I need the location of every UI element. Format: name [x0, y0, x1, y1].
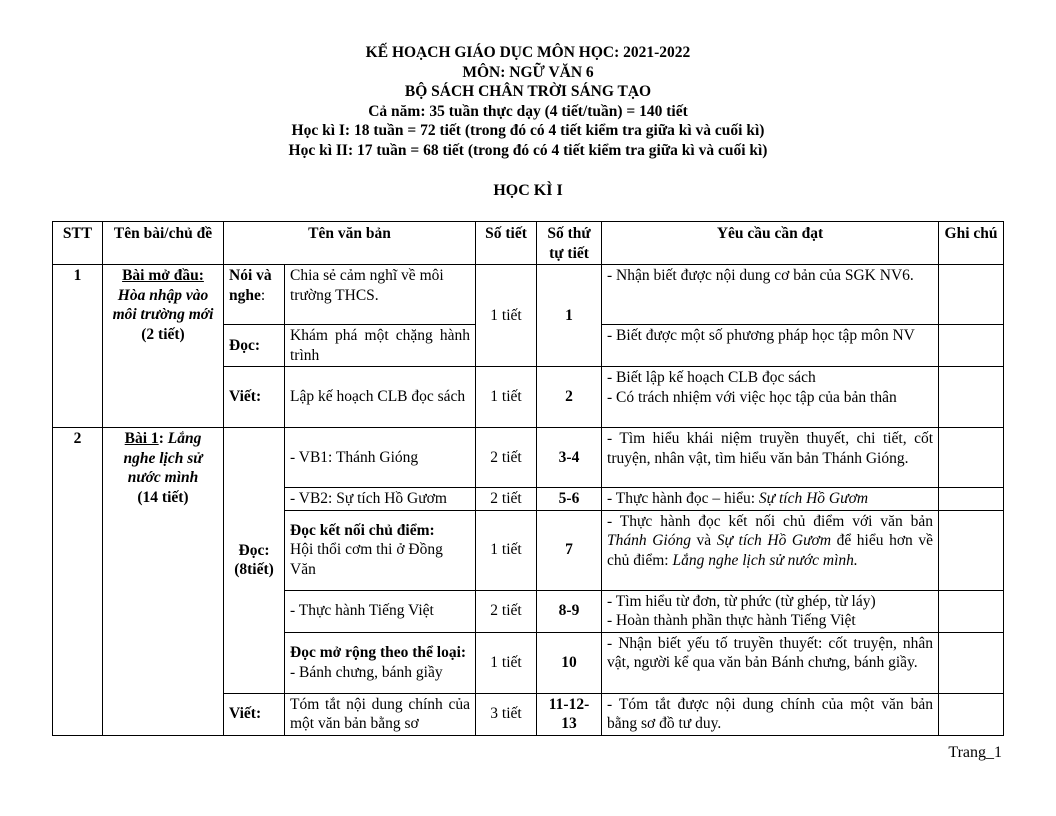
requirement-line: - Hoàn thành phần thực hành Tiếng Việt [607, 612, 856, 629]
lesson-plan-table [52, 221, 1004, 736]
text-title: Chia sẻ cảm nghĩ về môi trường THCS. [285, 265, 476, 325]
note-cell [939, 428, 1004, 488]
note-cell [939, 265, 1004, 325]
requirement: - Tìm hiểu khái niệm truyền thuyết, chi tiết, cốt truyện, nhân vật, tìm hiểu văn bản Thánh Gióng. [602, 428, 939, 488]
period-order: 10 [537, 632, 602, 693]
header-semester-1-summary: Học kì I: 18 tuần = 72 tiết (trong đó có 4 tiết kiểm tra giữa kì và cuối kì) [291, 122, 765, 139]
text-title: Lập kế hoạch CLB đọc sách [285, 367, 476, 428]
text-title: Tóm tắt nội dung chính của một văn bản bằng sơ [285, 693, 476, 735]
text-title: Khám phá một chặng hành trình [285, 325, 476, 367]
text-title-name: Hội thổi cơm thi ở Đồng Văn [290, 541, 443, 578]
note-cell [939, 510, 1004, 590]
period-count: 1 tiết [476, 265, 537, 367]
lesson-title [103, 265, 224, 428]
requirement-text: - Thực hành đọc – hiểu: [607, 490, 759, 507]
skill-label: Đọc: [224, 325, 285, 367]
lesson-number: 2 [53, 428, 103, 736]
period-order: 8-9 [537, 590, 602, 632]
note-cell [939, 693, 1004, 735]
period-count: 2 tiết [476, 590, 537, 632]
period-order: 11-12-13 [537, 693, 602, 735]
period-count: 1 tiết [476, 632, 537, 693]
col-header-requirements: Yêu cầu cần đạt [602, 222, 939, 265]
skill-label-colon: : [260, 286, 266, 304]
text-title [285, 632, 476, 693]
period-count: 2 tiết [476, 428, 537, 488]
lesson-title-name: Hòa nhập vào môi trường mới [112, 286, 214, 323]
skill-label: Viết: [224, 693, 285, 735]
requirement: - Biết được một số phương pháp học tập môn NV [602, 325, 939, 367]
lesson-title [103, 428, 224, 736]
requirement-line: - Có trách nhiệm với việc học tập của bản thân [607, 388, 897, 406]
lesson-period-count: (2 tiết) [141, 325, 185, 343]
requirement-text: để hiểu hơn về chủ điểm: [607, 532, 933, 569]
requirement-emphasis: Sự tích Hồ Gươm [716, 532, 832, 549]
col-header-topic: Tên bài/chủ đề [103, 222, 224, 265]
lesson-title-label: Bài 1 [124, 430, 159, 447]
skill-label-text: Nói và nghe [229, 267, 272, 304]
requirement-line: - Biết lập kế hoạch CLB đọc sách [607, 369, 816, 386]
requirement-text: và [690, 532, 717, 549]
requirement: - Nhận biết được nội dung cơ bản của SGK NV6. [602, 265, 939, 325]
lesson-title-colon: : [158, 430, 168, 447]
text-title: - VB1: Thánh Gióng [285, 428, 476, 488]
header-subject: MÔN: NGỮ VĂN 6 [462, 63, 594, 81]
note-cell [939, 488, 1004, 511]
text-title [285, 510, 476, 590]
note-cell [939, 325, 1004, 367]
table-header-row [53, 222, 1004, 265]
text-title-name: - Bánh chưng, bánh giầy [290, 663, 443, 681]
skill-period-count: (8tiết) [234, 561, 274, 579]
header-book-series: BỘ SÁCH CHÂN TRỜI SÁNG TẠO [404, 83, 652, 100]
text-title: - VB2: Sự tích Hồ Gươm [285, 488, 476, 511]
period-order: 5-6 [537, 488, 602, 511]
text-title-heading: Đọc mở rộng theo thể loại: [290, 644, 467, 661]
header-plan-title: KẾ HOẠCH GIÁO DỤC MÔN HỌC: 2021-2022 [365, 44, 691, 61]
period-order: 7 [537, 510, 602, 590]
table-row [53, 428, 1004, 488]
note-cell [939, 590, 1004, 632]
requirement-emphasis: Sự tích Hồ Gươm [758, 490, 869, 507]
period-count: 1 tiết [476, 367, 537, 428]
col-header-order: Số thứ tự tiết [537, 222, 602, 265]
requirement [602, 367, 939, 428]
col-header-periods: Số tiết [476, 222, 537, 265]
page-number: Trang_1 [948, 744, 1002, 761]
requirement [602, 488, 939, 511]
period-count: 3 tiết [476, 693, 537, 735]
period-order: 1 [537, 265, 602, 367]
requirement: - Nhận biết yếu tố truyền thuyết: cốt truyện, nhân vật, người kể qua văn bản Bánh chưng, bánh giầy. [602, 632, 939, 693]
note-cell [939, 367, 1004, 428]
requirement: - Tóm tắt được nội dung chính của một văn bản bằng sơ đồ tư duy. [602, 693, 939, 735]
document-header [0, 43, 1056, 160]
text-title-heading: Đọc kết nối chủ điểm: [290, 521, 435, 539]
lesson-period-count: (14 tiết) [137, 488, 189, 506]
skill-label [224, 265, 285, 325]
period-count: 2 tiết [476, 488, 537, 511]
col-header-text: Tên văn bản [224, 222, 476, 265]
header-year-summary: Cả năm: 35 tuần thực dạy (4 tiết/tuần) = 140 tiết [368, 102, 688, 120]
note-cell [939, 632, 1004, 693]
skill-label: Viết: [224, 367, 285, 428]
table-row [53, 265, 1004, 325]
requirement [602, 590, 939, 632]
lesson-number: 1 [53, 265, 103, 428]
requirement-line: - Tìm hiểu từ đơn, từ phức (từ ghép, từ láy) [607, 592, 876, 610]
requirement-emphasis: Thánh Gióng [607, 532, 691, 549]
semester-title: HỌC KÌ I [493, 182, 563, 199]
text-title: - Thực hành Tiếng Việt [285, 590, 476, 632]
col-header-notes: Ghi chú [939, 222, 1004, 265]
header-semester-2-summary: Học kì II: 17 tuần = 68 tiết (trong đó có 4 tiết kiểm tra giữa kì và cuối kì) [288, 141, 768, 159]
lesson-title-name: Lắng nghe lịch sử nước mình [123, 430, 203, 486]
requirement-emphasis: Lắng nghe lịch sử nước mình. [672, 551, 858, 569]
period-count: 1 tiết [476, 510, 537, 590]
requirement [602, 510, 939, 590]
skill-label-text: Đọc: [238, 541, 270, 559]
col-header-stt: STT [53, 222, 103, 265]
requirement-text: - Thực hành đọc kết nối chủ điểm với văn bản [607, 512, 934, 530]
period-order: 3-4 [537, 428, 602, 488]
period-order: 2 [537, 367, 602, 428]
lesson-title-label: Bài mở đầu: [122, 267, 204, 284]
skill-label [224, 428, 285, 694]
